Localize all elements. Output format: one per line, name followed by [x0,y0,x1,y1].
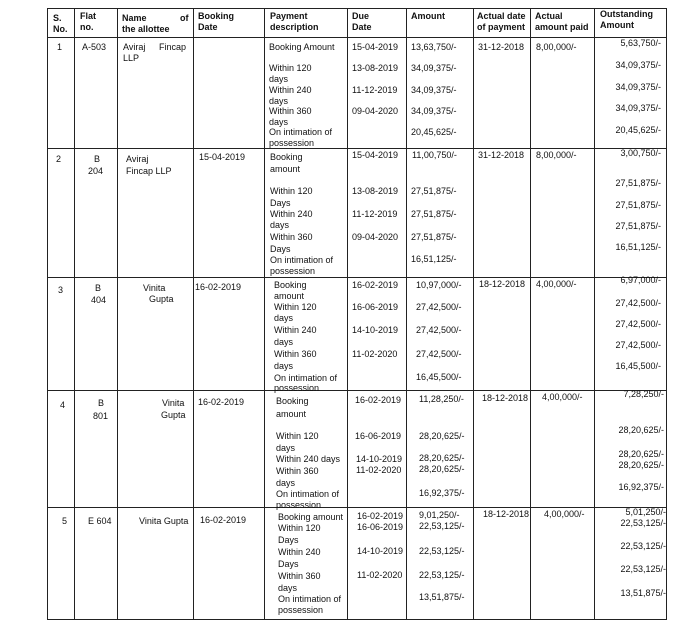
row1-amount-3: 34,09,375/- [411,106,457,116]
row4-due-2: 14-10-2019 [356,454,403,464]
row4-desc-3: days [276,443,296,453]
row1-due-2: 11-12-2019 [352,85,398,95]
row5-desc-5: Within 360 [278,571,321,581]
row1-due-0: 15-04-2019 [352,42,399,52]
row3-desc-5: days [274,337,294,347]
row3-desc-0: Booking [274,280,307,290]
row5-amount-1: 22,53,125/- [419,521,465,531]
header-divider [47,37,667,38]
row5-flat: E 604 [88,516,112,526]
row2-amount-3: 27,51,875/- [411,232,457,242]
row2-outstanding-1: 27,51,875/- [615,178,661,188]
header-actual-date-2: of payment [477,22,526,32]
row4-desc-2: Within 120 [276,431,319,441]
row-divider-1 [47,148,667,149]
row3-desc-2: Within 120 [274,302,317,312]
header-sno-2: No. [53,24,68,34]
row1-name-1b: Fincap [159,42,187,52]
row2-actual-date: 31-12-2018 [478,150,525,160]
header-booking-2: Date [198,22,218,32]
row1-outstanding-3: 34,09,375/- [615,103,661,113]
row3-due-2: 14-10-2019 [352,325,399,335]
row3-outstanding-1: 27,42,500/- [615,298,661,308]
row5-outstanding-3: 22,53,125/- [620,564,666,574]
col-divider-desc [264,8,265,620]
row1-desc-6: days [269,117,289,127]
header-name-of: of [180,13,189,23]
col-divider-actual-paid [530,8,531,620]
header-outstanding-2: Amount [600,20,634,30]
table-border-left [47,8,48,620]
row1-amount-4: 20,45,625/- [411,127,457,137]
row2-amount-0: 11,00,750/- [412,150,457,160]
row2-outstanding-3: 27,51,875/- [615,221,661,231]
row5-desc-7: On intimation of [278,594,342,604]
row1-desc-1: Within 120 [269,63,312,73]
row2-flat-1: B [94,154,101,164]
col-divider-due [347,8,348,620]
row2-due-1: 13-08-2019 [352,186,399,196]
row5-amount-0: 9,01,250/- [419,510,460,520]
row5-name: Vinita Gupta [139,516,189,526]
row1-amount-2: 34,09,375/- [411,85,457,95]
row5-amount-3: 22,53,125/- [419,570,465,580]
row2-desc-4: Within 240 [270,209,313,219]
header-name-2: the allottee [122,24,170,34]
row3-flat-1: B [95,283,102,293]
row4-sno: 4 [60,400,66,410]
row4-name-1: Vinita [162,398,185,408]
row1-name-2: LLP [123,53,140,63]
row1-due-1: 13-08-2019 [352,63,399,73]
row3-amount-3: 27,42,500/- [416,349,462,359]
row4-name-2: Gupta [161,410,186,420]
row5-desc-8: possession [278,605,324,615]
row3-desc-3: days [274,313,294,323]
row4-amount-4: 16,92,375/- [419,488,465,498]
header-actual-paid-2: amount paid [535,22,589,32]
row2-desc-5: days [270,220,290,230]
row3-due-1: 16-06-2019 [352,302,399,312]
header-due-2: Date [352,22,372,32]
row2-due-3: 09-04-2020 [352,232,399,242]
row5-outstanding-1: 22,53,125/- [620,518,666,528]
row4-outstanding-4: 16,92,375/- [618,482,664,492]
row4-desc-7: On intimation of [276,489,340,499]
row5-desc-3: Within 240 [278,547,321,557]
row1-desc-7: On intimation of [269,127,333,137]
row4-outstanding-3: 28,20,625/- [618,460,664,470]
row4-desc-5: Within 360 [276,466,319,476]
row2-desc-9: possession [270,266,316,276]
row5-due-0: 16-02-2019 [357,511,404,521]
row3-actual-date: 18-12-2018 [479,279,526,289]
row2-outstanding-2: 27,51,875/- [615,200,661,210]
row3-desc-4: Within 240 [274,325,317,335]
row3-desc-9: possession [274,383,320,393]
row4-actual-paid: 4,00,000/- [542,392,583,402]
row4-amount-3: 28,20,625/- [419,464,465,474]
row1-outstanding-2: 34,09,375/- [615,82,661,92]
row2-due-0: 15-04-2019 [352,150,399,160]
table-border-bottom [47,619,667,620]
row2-desc-6: Within 360 [270,232,313,242]
row1-outstanding-0: 5,63,750/- [620,38,661,48]
col-divider-name [117,8,118,620]
row3-actual-paid: 4,00,000/- [536,279,577,289]
col-divider-booking [193,8,194,620]
row2-desc-3: Days [270,198,291,208]
row5-amount-2: 22,53,125/- [419,546,465,556]
row1-actual-date: 31-12-2018 [478,42,525,52]
row3-desc-1: amount [274,291,305,301]
row3-booking: 16-02-2019 [195,282,242,292]
row5-due-1: 16-06-2019 [357,522,404,532]
table-border-top [47,8,667,9]
row2-name-1: Aviraj [126,154,149,164]
row1-desc-0: Booking Amount [269,42,335,52]
header-name-1: Name [122,13,147,23]
row4-flat-1: B [98,398,105,408]
header-desc-2: description [270,22,319,32]
row1-desc-2: days [269,74,289,84]
row3-amount-0: 10,97,000/- [416,280,462,290]
header-flat-2: no. [80,22,94,32]
row4-desc-4: Within 240 days [276,454,341,464]
row3-amount-4: 16,45,500/- [416,372,462,382]
row3-desc-8: On intimation of [274,373,338,383]
row1-desc-3: Within 240 [269,85,312,95]
row4-booking: 16-02-2019 [198,397,245,407]
row4-outstanding-1: 28,20,625/- [618,425,664,435]
header-outstanding-1: Outstanding [600,9,653,19]
row4-desc-8: possession [276,500,322,510]
row3-sno: 3 [58,285,64,295]
row3-outstanding-4: 16,45,500/- [615,361,661,371]
row5-due-2: 14-10-2019 [357,546,404,556]
row2-booking: 15-04-2019 [199,152,246,162]
row4-flat-2: 801 [93,411,109,421]
row4-amount-1: 28,20,625/- [419,431,465,441]
col-divider-flat [74,8,75,620]
row3-due-0: 16-02-2019 [352,280,399,290]
row4-desc-0: Booking [276,396,309,406]
row5-sno: 5 [62,516,68,526]
row2-name-2: Fincap LLP [126,166,172,176]
row1-desc-5: Within 360 [269,106,312,116]
row3-flat-2: 404 [91,295,107,305]
header-sno-1: S. [53,13,62,23]
row2-desc-8: On intimation of [270,255,334,265]
row4-outstanding-2: 28,20,625/- [618,449,664,459]
row3-outstanding-2: 27,42,500/- [615,319,661,329]
row2-sno: 2 [56,154,62,164]
row4-desc-6: days [276,478,296,488]
row1-flat: A-503 [82,42,107,52]
row3-outstanding-3: 27,42,500/- [615,340,661,350]
row5-actual-date: 18-12-2018 [483,509,530,519]
header-amount: Amount [411,11,445,21]
row2-desc-0: Booking [270,152,303,162]
row5-actual-paid: 4,00,000/- [544,509,585,519]
row1-name-1: Aviraj [123,42,146,52]
row1-amount-1: 34,09,375/- [411,63,457,73]
row3-due-3: 11-02-2020 [352,349,398,359]
row2-flat-2: 204 [88,166,104,176]
row3-desc-7: days [274,361,294,371]
row2-amount-1: 27,51,875/- [411,186,457,196]
row-divider-2 [47,277,667,278]
row4-desc-1: amount [276,409,307,419]
row5-due-3: 11-02-2020 [357,570,403,580]
header-booking-1: Booking [198,11,234,21]
row5-booking: 16-02-2019 [200,515,247,525]
row1-outstanding-4: 20,45,625/- [615,125,661,135]
row2-desc-1: amount [270,164,301,174]
row2-outstanding-0: 3,00,750/- [620,148,661,158]
row2-due-2: 11-12-2019 [352,209,398,219]
row3-name-1: Vinita [143,283,166,293]
row1-outstanding-1: 34,09,375/- [615,60,661,70]
row2-actual-paid: 8,00,000/- [536,150,577,160]
header-actual-date-1: Actual date [477,11,526,21]
row5-desc-0: Booking amount [278,512,344,522]
row5-amount-4: 13,51,875/- [419,592,465,602]
row1-due-3: 09-04-2020 [352,106,399,116]
row2-desc-7: Days [270,244,291,254]
row-divider-4 [47,507,667,508]
row5-desc-2: Days [278,535,299,545]
row2-desc-2: Within 120 [270,186,313,196]
row5-desc-1: Within 120 [278,523,321,533]
table-border-right [666,8,667,620]
col-divider-amount [406,8,407,620]
row3-amount-1: 27,42,500/- [416,302,462,312]
row4-outstanding-0: 7,28,250/- [623,389,664,399]
row5-outstanding-4: 13,51,875/- [620,588,666,598]
header-actual-paid-1: Actual [535,11,563,21]
col-divider-outstanding [594,8,595,620]
row1-desc-4: days [269,96,289,106]
col-divider-actual-date [473,8,474,620]
header-desc-1: Payment [270,11,308,21]
row4-due-3: 11-02-2020 [356,465,402,475]
row3-outstanding-0: 6,97,000/- [620,275,661,285]
header-flat-1: Flat [80,11,97,21]
row4-due-1: 16-06-2019 [355,431,402,441]
row5-desc-4: Days [278,559,299,569]
row3-desc-6: Within 360 [274,349,317,359]
row2-amount-4: 16,51,125/- [411,254,457,264]
row4-actual-date: 18-12-2018 [482,393,529,403]
row2-outstanding-4: 16,51,125/- [615,242,661,252]
row1-amount-0: 13,63,750/- [411,42,457,52]
row1-desc-8: possession [269,138,315,148]
row2-amount-2: 27,51,875/- [411,209,457,219]
row5-desc-6: days [278,583,298,593]
row3-amount-2: 27,42,500/- [416,325,462,335]
header-due-1: Due [352,11,370,21]
row5-outstanding-2: 22,53,125/- [620,541,666,551]
row3-name-2: Gupta [149,294,174,304]
row4-due-0: 16-02-2019 [355,395,402,405]
row1-sno: 1 [57,42,63,52]
row4-amount-0: 11,28,250/- [419,394,464,404]
row-divider-3 [47,390,667,391]
row4-amount-2: 28,20,625/- [419,453,465,463]
row1-actual-paid: 8,00,000/- [536,42,577,52]
row5-outstanding-0: 5,01,250/- [625,507,666,517]
